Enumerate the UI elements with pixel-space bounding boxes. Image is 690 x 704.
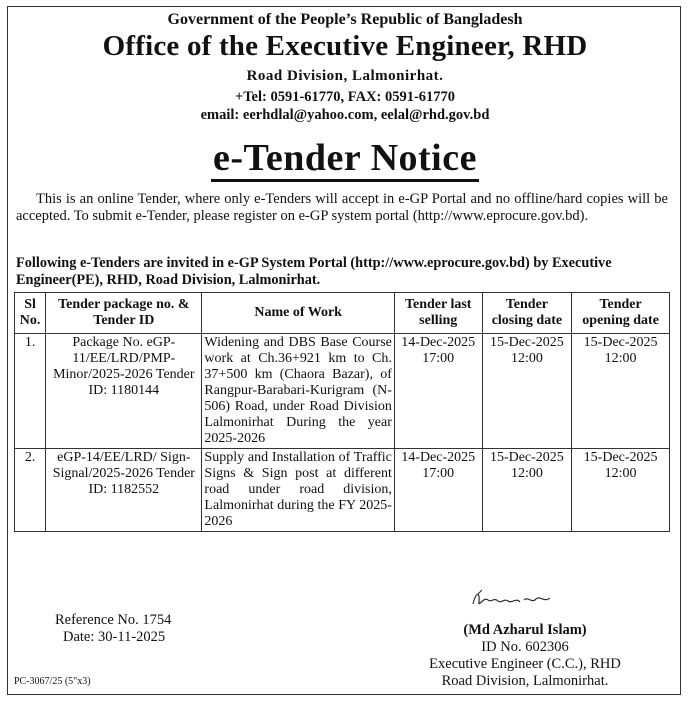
pc-code: PC-3067/25 (5"x3) [14, 676, 91, 687]
signature-image [470, 588, 560, 610]
row-package: Package No. eGP-11/EE/LRD/PMP-Minor/2025-2026 Tender ID: 1180144 [46, 334, 202, 449]
table-row [15, 449, 670, 532]
signer-block [400, 622, 650, 690]
row-work: Widening and DBS Base Course work at Ch.36+921 km to Ch. 37+500 km (Chaora Bazar), of Rangpur-Barabari-Kurigram (N-506) Road, under Road Division Lalmonirhat During the year 2025-2026 [202, 334, 394, 449]
row-sl: 1. [15, 334, 46, 449]
signer-office: Road Division, Lalmonirhat. [441, 673, 609, 689]
row-closing: 15-Dec-2025 12:00 [482, 449, 572, 532]
office-heading: Office of the Executive Engineer, RHD [102, 30, 588, 62]
row-closing: 15-Dec-2025 12:00 [482, 334, 572, 449]
govt-heading: Government of the People’s Republic of Bangladesh [167, 11, 523, 28]
row-selling: 14-Dec-2025 17:00 [394, 449, 482, 532]
table-header-row [15, 293, 670, 334]
signer-id: ID No. 602306 [481, 639, 569, 655]
header-closing: Tender closing date [482, 293, 572, 334]
header-sl: Sl No. [15, 293, 46, 334]
reference-date: Date: 30-11-2025 [63, 629, 166, 645]
signer-name: (Md Azharul Islam) [463, 622, 587, 638]
header-opening: Tender opening date [572, 293, 670, 334]
notice-title-text: e-Tender Notice [211, 137, 479, 182]
row-opening: 15-Dec-2025 12:00 [572, 334, 670, 449]
tender-table [14, 292, 670, 532]
row-selling: 14-Dec-2025 17:00 [394, 334, 482, 449]
header-work: Name of Work [202, 293, 394, 334]
signer-designation: Executive Engineer (C.C.), RHD [429, 656, 621, 672]
row-sl: 2. [15, 449, 46, 532]
row-opening: 15-Dec-2025 12:00 [572, 449, 670, 532]
header-package: Tender package no. & Tender ID [46, 293, 202, 334]
reference-number: Reference No. 1754 [55, 612, 172, 628]
division-heading: Road Division, Lalmonirhat. [246, 68, 444, 84]
email-line: email: eerhdlal@yahoo.com, eelal@rhd.gov.bd [200, 107, 490, 123]
invite-paragraph: Following e-Tenders are invited in e-GP System Portal (http://www.eprocure.gov.bd) by Executive Engineer(PE), RHD, Road Division, Lalmonirhat. [16, 255, 612, 288]
tel-fax-line: +Tel: 0591-61770, FAX: 0591-61770 [234, 89, 456, 105]
intro-paragraph: This is an online Tender, where only e-Tenders will accept in e-GP Portal and no offline/hard copies will be accepted. To submit e-Tender, please register on e-GP system portal (http://www.eprocure.gov.bd). [16, 191, 668, 224]
row-work: Supply and Installation of Traffic Signs & Sign post at different road under road division, Lalmonirhat during the FY 2025-2026 [202, 449, 394, 532]
table-row [15, 334, 670, 449]
notice-title [0, 136, 690, 180]
reference-block [55, 612, 171, 646]
row-package: eGP-14/EE/LRD/ Sign-Signal/2025-2026 Tender ID: 1182552 [46, 449, 202, 532]
header-selling: Tender last selling [394, 293, 482, 334]
